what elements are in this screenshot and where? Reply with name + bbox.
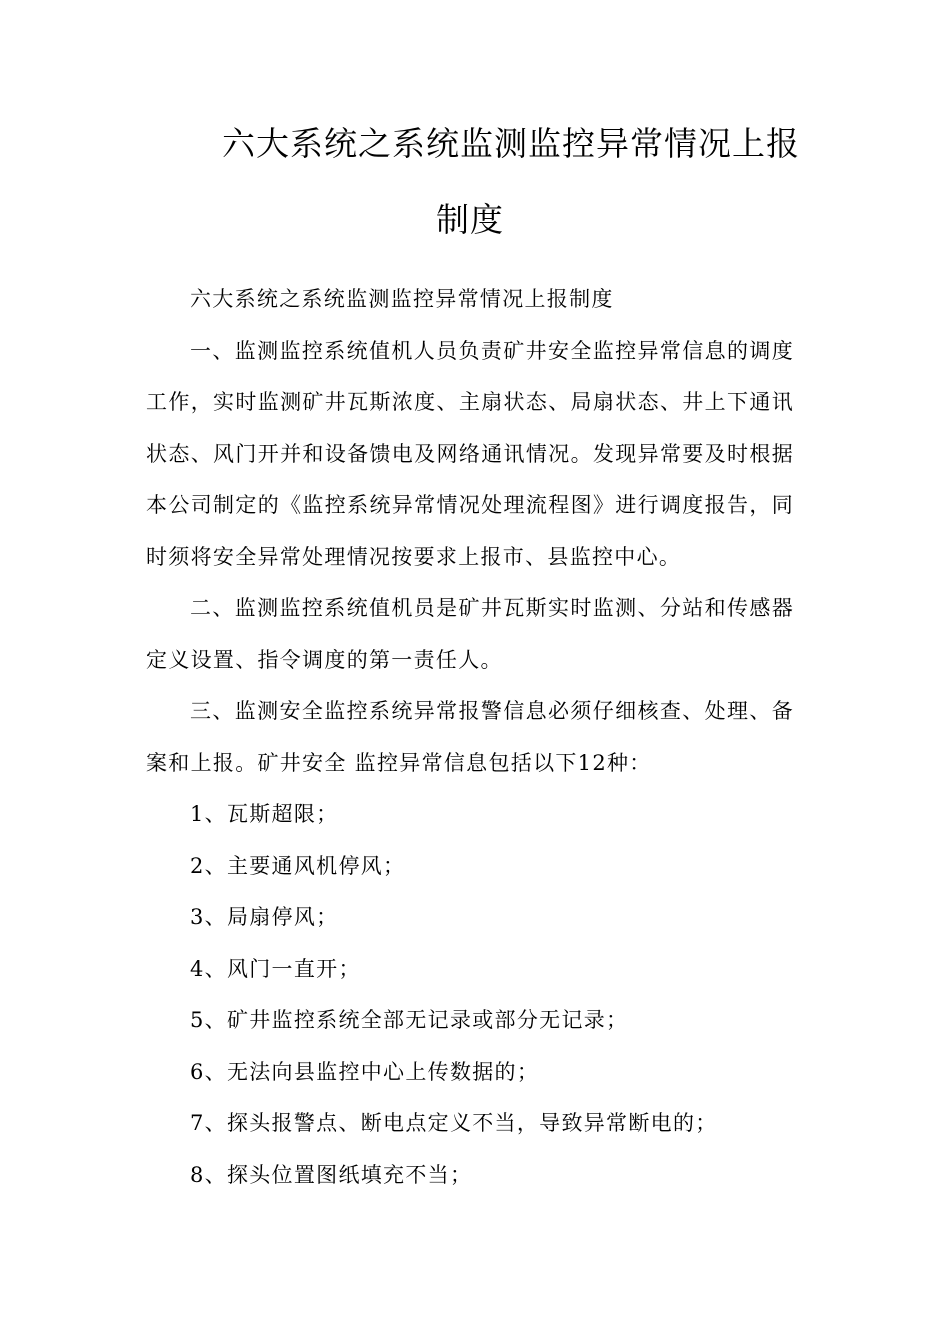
list-item: 3、局扇停风； (190, 905, 339, 929)
list-item: 1、瓦斯超限； (190, 802, 339, 826)
list-item: 7、探头报警点、断电点定义不当，导致异常断电的； (190, 1111, 718, 1135)
paragraph-1: 一、监测监控系统值机人员负责矿井安全监控异常信息的调度工作，实时监测矿井瓦斯浓度、主扇状态、局扇状态、井上下通讯状态、风门开并和设备馈电及网络通讯情况。发现异常要及时根据本公司制定的《监控系统异常情况处理流程图》进行调度报告，同时须将安全异常处理情况按要求上报市、县监控中心。 (146, 338, 794, 569)
document-title-line-2: 制度 (436, 200, 504, 239)
document-body (146, 274, 794, 1201)
list-item: 6、无法向县监控中心上传数据的； (190, 1059, 540, 1084)
list-item: 2、主要通风机停风； (190, 853, 406, 878)
paragraph-2: 二、监测监控系统值机员是矿井瓦斯实时监测、分站和传感器定义设置、指令调度的第一责任人。 (146, 596, 794, 672)
list-item: 5、矿井监控系统全部无记录或部分无记录； (190, 1008, 629, 1032)
paragraph-3: 三、监测安全监控系统异常报警信息必须仔细核查、处理、备案和上报。矿井安全 监控异常信息包括以下12种： (146, 699, 794, 775)
document-title-line-1: 六大系统之系统监测监控异常情况上报 (222, 124, 800, 163)
list-item: 4、风门一直开； (190, 956, 361, 981)
document-subtitle: 六大系统之系统监测监控异常情况上报制度 (190, 287, 614, 311)
list-item: 8、探头位置图纸填充不当； (190, 1162, 473, 1187)
